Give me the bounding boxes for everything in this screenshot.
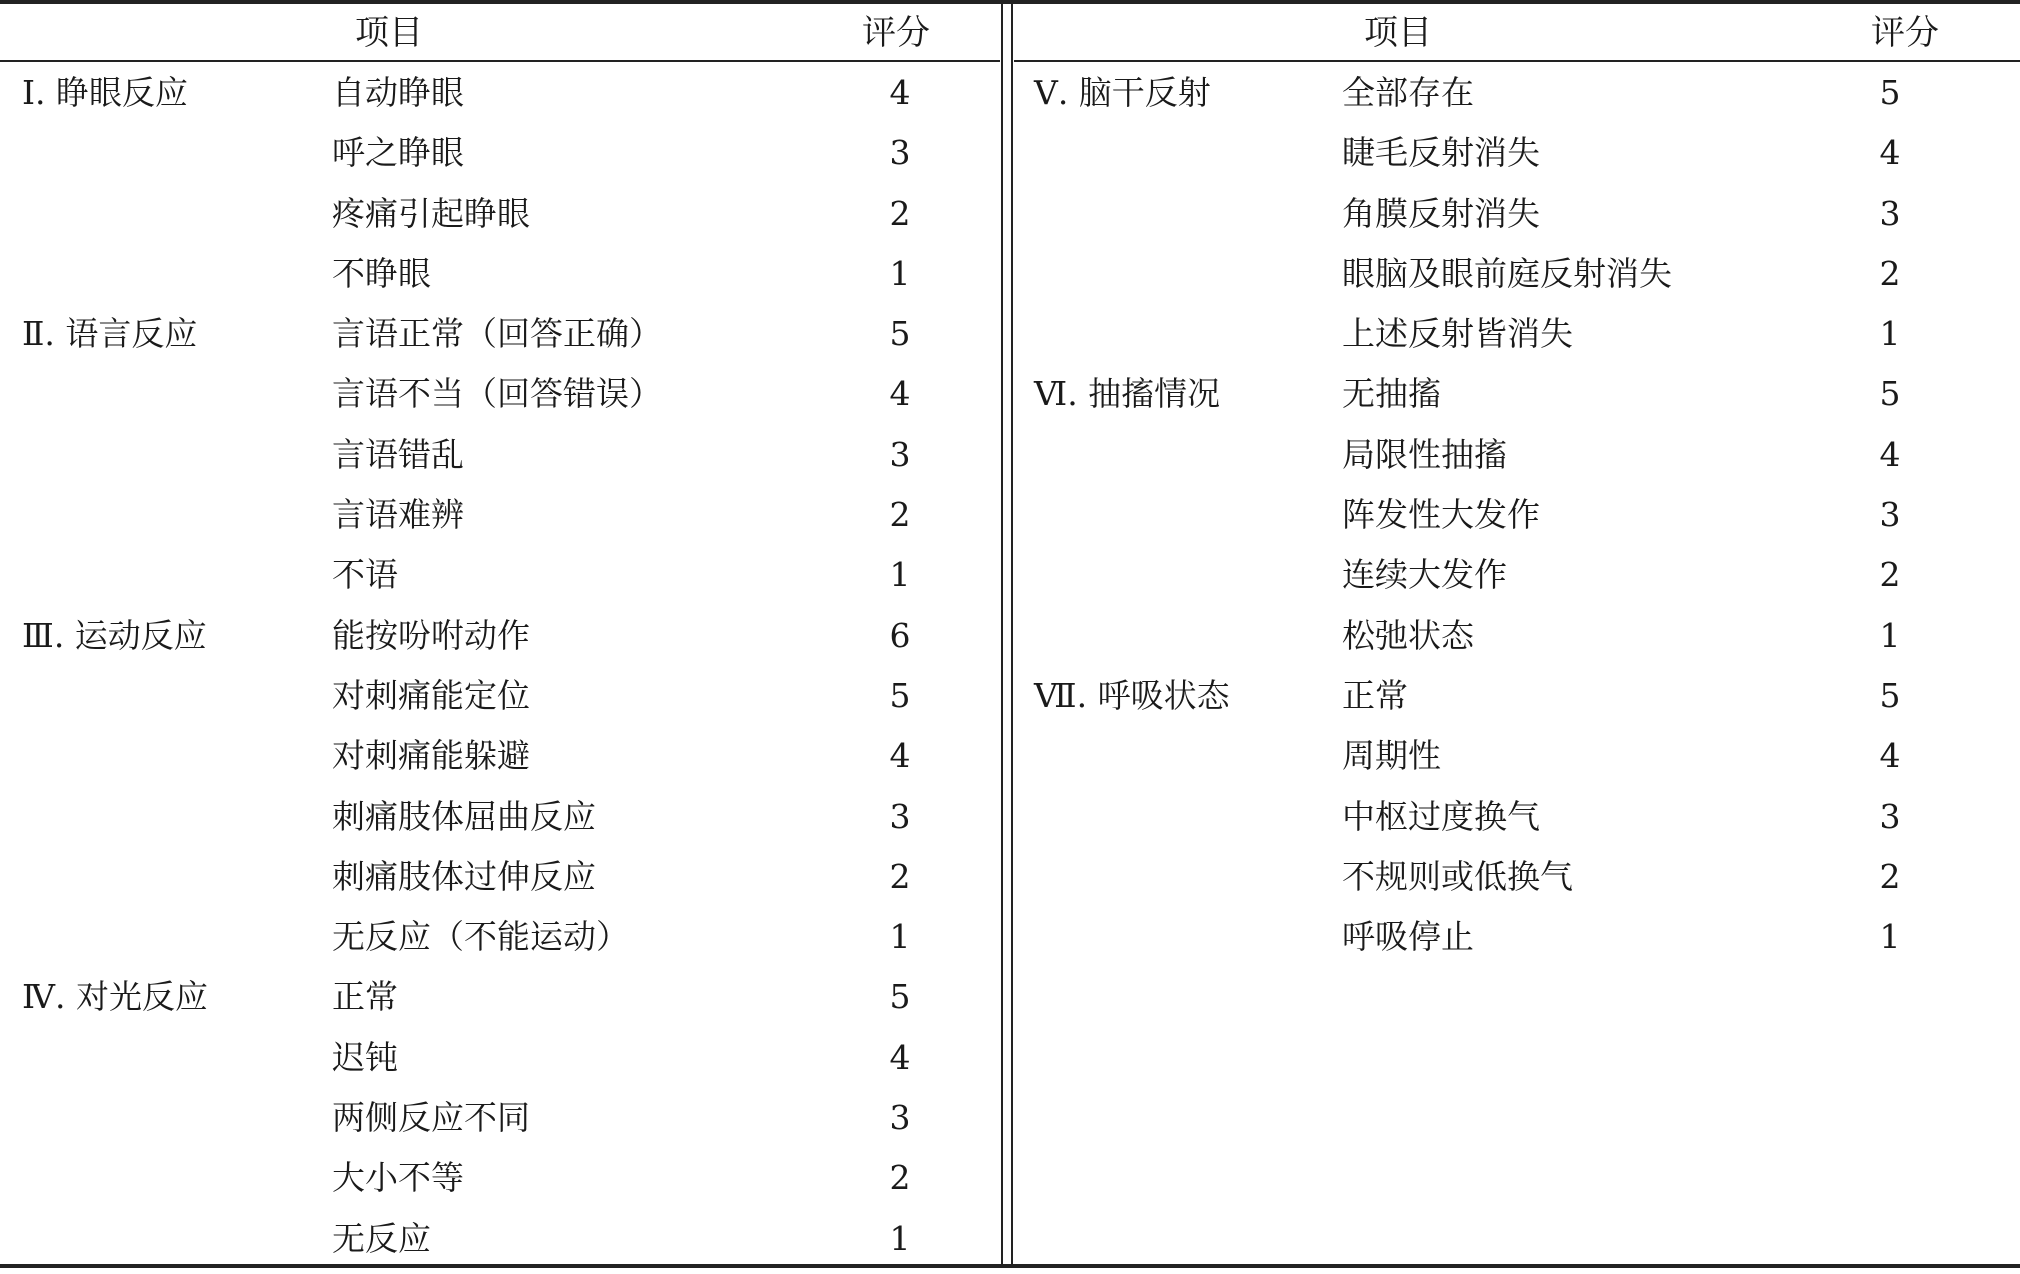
table-row [0,731,1000,791]
row-description: 连续大发作 [1342,555,1507,595]
table-row [0,671,1000,731]
table-row [1014,490,2020,550]
table-row [1014,369,2020,429]
row-score: 4 [1879,434,1901,474]
row-score: 5 [1879,73,1901,112]
row-score: 1 [1879,314,1901,354]
table-row [0,430,1000,490]
row-score: 1 [1879,917,1901,957]
column-divider-outer [1001,0,1003,1268]
row-description: 不规则或低换气 [1342,856,1573,896]
row-score: 3 [1879,495,1901,535]
row-score: 3 [889,1098,911,1138]
row-score: 3 [1879,796,1901,836]
table-row [0,128,1000,188]
row-score: 2 [1879,253,1901,293]
row-score: 2 [889,495,911,535]
table-row [1014,671,2020,731]
row-description: 无抽搐 [1342,374,1441,414]
row-category: Ⅳ. 对光反应 [22,977,208,1017]
right-header-item: 项目 [1364,13,1432,53]
table-row [1014,912,2020,972]
row-score: 2 [1879,856,1901,896]
row-score: 4 [889,736,911,776]
table-row [0,1093,1000,1153]
table-row [0,972,1000,1032]
row-category: Ⅴ. 脑干反射 [1034,73,1211,112]
left-rows [0,68,1000,1274]
row-description: 刺痛肢体过伸反应 [332,856,596,896]
left-header-item: 项目 [355,13,423,53]
table-row [0,550,1000,610]
row-description: 大小不等 [332,1158,464,1198]
row-description: 呼吸停止 [1342,917,1474,957]
table-row [0,189,1000,249]
row-description: 能按吩咐动作 [332,615,530,655]
table-row [0,309,1000,369]
row-category: Ⅲ. 运动反应 [22,615,207,655]
row-score: 5 [889,675,911,715]
row-score: 3 [889,434,911,474]
row-description: 不语 [332,555,398,595]
table-row [0,912,1000,972]
row-description: 言语正常（回答正确） [332,314,662,354]
row-score: 5 [889,314,911,354]
row-description: 正常 [1342,675,1408,715]
table-row [1014,309,2020,369]
row-category: Ⅱ. 语言反应 [22,314,198,354]
row-description: 迟钝 [332,1037,398,1077]
row-description: 松弛状态 [1342,615,1474,655]
table-row [0,249,1000,309]
table-row [1014,852,2020,912]
row-description: 言语错乱 [332,434,464,474]
table-row [0,490,1000,550]
row-score: 3 [889,133,911,173]
table-row [1014,731,2020,791]
table-row [1014,792,2020,852]
table-row [0,369,1000,429]
row-score: 5 [889,977,911,1017]
right-rows [1014,68,2020,972]
table-row [1014,249,2020,309]
row-score: 1 [1879,615,1901,655]
row-description: 局限性抽搐 [1342,434,1507,474]
row-score: 4 [889,374,911,414]
column-divider-inner [1011,0,1013,1268]
row-score: 5 [1879,675,1901,715]
row-description: 对刺痛能躲避 [332,736,530,776]
row-score: 4 [889,1037,911,1077]
row-description: 中枢过度换气 [1342,796,1540,836]
row-description: 阵发性大发作 [1342,495,1540,535]
row-description: 无反应（不能运动） [332,917,629,957]
right-half-table [1014,0,2020,1268]
row-score: 5 [1879,374,1901,414]
row-description: 全部存在 [1342,73,1474,112]
row-score: 1 [889,253,911,293]
row-score: 4 [1879,736,1901,776]
row-description: 自动睁眼 [332,73,464,112]
row-score: 1 [889,917,911,957]
table-row [0,1153,1000,1213]
row-score: 6 [889,615,911,655]
table-row [1014,430,2020,490]
left-header-score: 评分 [862,13,930,53]
left-half-table [0,0,1000,1268]
row-score: 2 [889,1158,911,1198]
row-score: 2 [1879,555,1901,595]
row-description: 两侧反应不同 [332,1098,530,1138]
table-row [1014,128,2020,188]
row-description: 言语难辨 [332,495,464,535]
row-description: 呼之睁眼 [332,133,464,173]
row-description: 眼脑及眼前庭反射消失 [1342,253,1672,293]
row-score: 2 [889,856,911,896]
row-description: 言语不当（回答错误） [332,374,662,414]
table-row [1014,550,2020,610]
row-score: 2 [889,193,911,233]
row-description: 刺痛肢体屈曲反应 [332,796,596,836]
row-category: Ⅰ. 睁眼反应 [22,73,189,112]
row-description: 上述反射皆消失 [1342,314,1573,354]
row-score: 1 [889,555,911,595]
row-description: 正常 [332,977,398,1017]
table-row [1014,189,2020,249]
row-category: Ⅶ. 呼吸状态 [1034,675,1230,715]
table-row [0,1214,1000,1274]
table-row [0,852,1000,912]
row-description: 不睁眼 [332,253,431,293]
row-score: 3 [889,796,911,836]
row-category: Ⅵ. 抽搐情况 [1034,374,1221,414]
table-row [1014,611,2020,671]
row-score: 3 [1879,193,1901,233]
table-row [1014,68,2020,128]
row-description: 角膜反射消失 [1342,193,1540,233]
row-description: 对刺痛能定位 [332,675,530,715]
row-score: 4 [889,73,911,112]
table-row [0,792,1000,852]
table-row [0,68,1000,128]
row-description: 无反应 [332,1218,431,1258]
row-description: 睫毛反射消失 [1342,133,1540,173]
table-row [0,611,1000,671]
row-score: 4 [1879,133,1901,173]
table-row [0,1033,1000,1093]
row-description: 疼痛引起睁眼 [332,193,530,233]
right-header-score: 评分 [1871,13,1939,53]
row-description: 周期性 [1342,736,1441,776]
row-score: 1 [889,1218,911,1258]
